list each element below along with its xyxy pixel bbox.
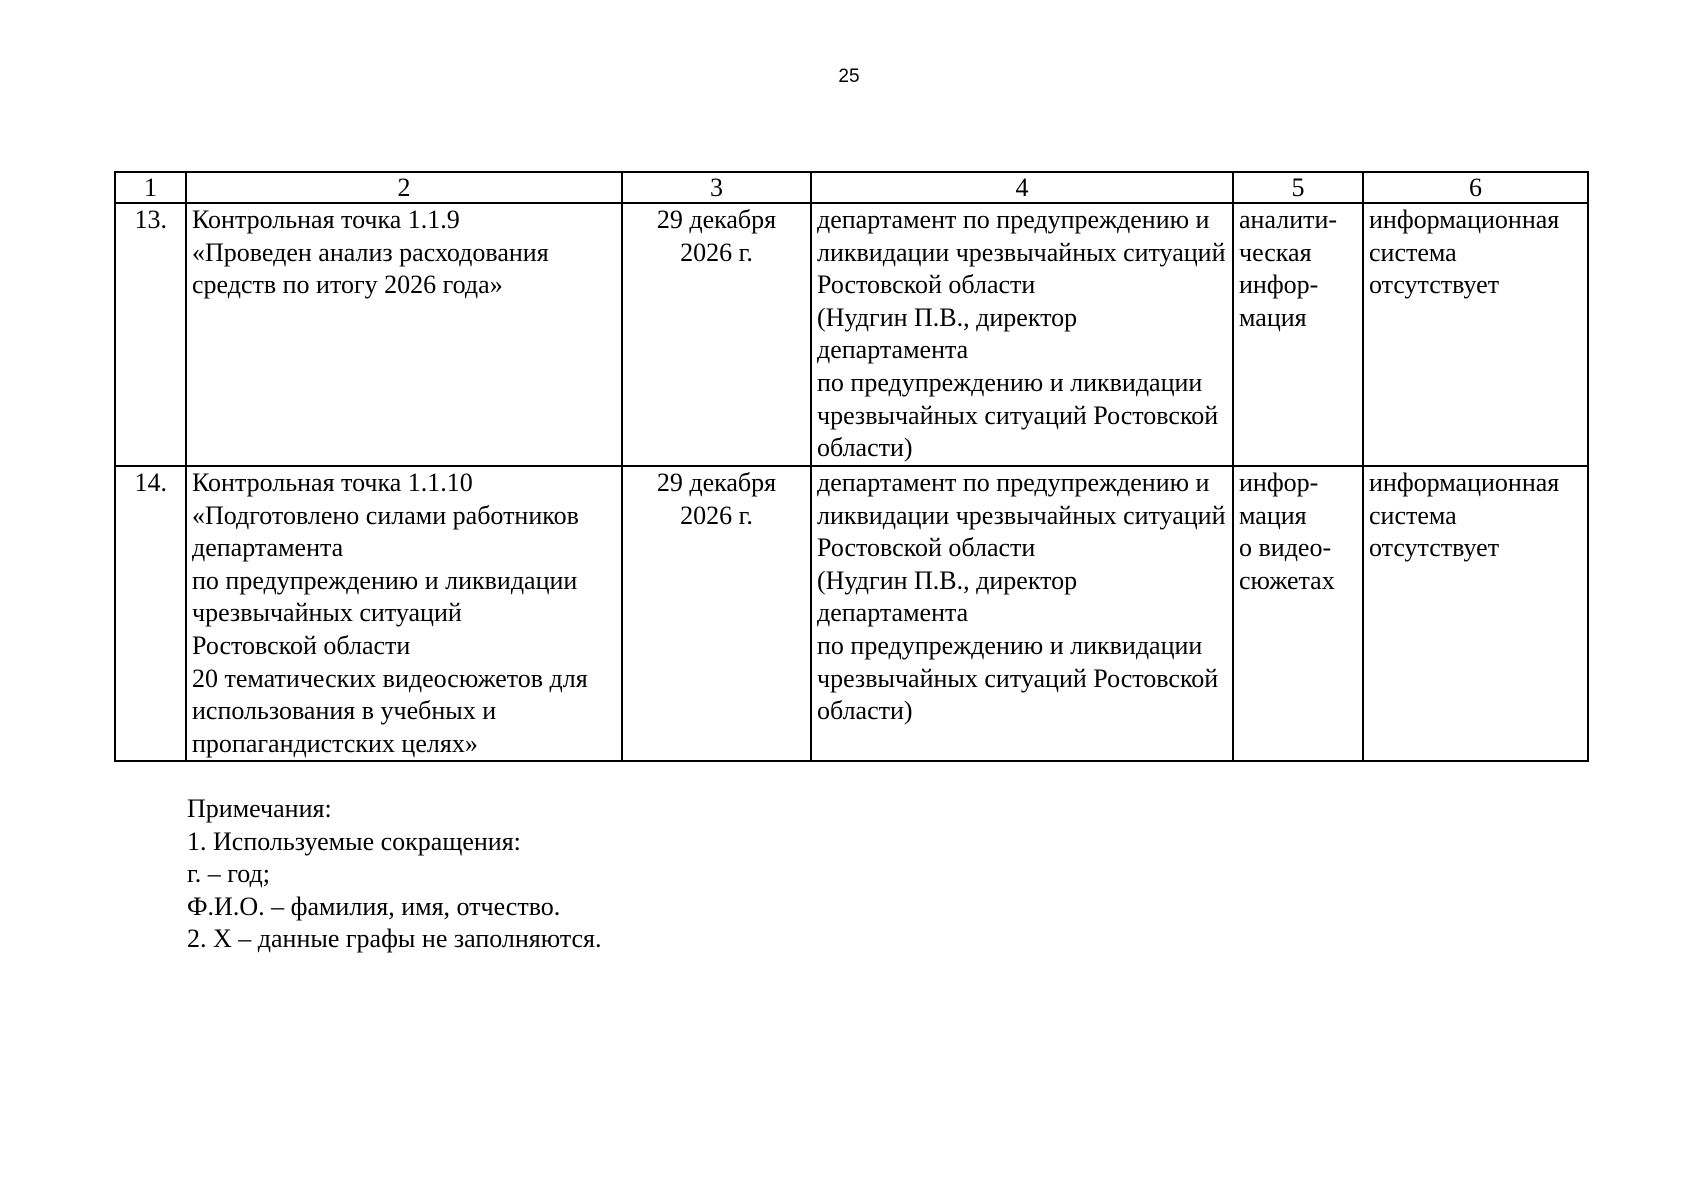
responsible-cell: департамент по предупреждению и ликвидации чрезвычайных ситуаций Ростовской области (Нудгин П.В., директор департамента по предупреждению и ликвидации чрезвычайных ситуаций Ростовской области)	[811, 203, 1233, 466]
table-row	[115, 203, 1588, 466]
info-system-cell: информационная система отсутствует	[1363, 466, 1588, 761]
notes-title: Примечания:	[187, 794, 332, 823]
note-line: 1. Используемые сокращения:	[187, 826, 521, 856]
column-number-5: 5	[1233, 172, 1363, 203]
control-points-table	[114, 171, 1589, 762]
date-cell: 29 декабря 2026 г.	[622, 466, 811, 761]
note-line: 2. Х – данные графы не заполняются.	[187, 924, 602, 954]
column-number-4: 4	[811, 172, 1233, 203]
table-row	[115, 466, 1588, 761]
note-line: Ф.И.О. – фамилия, имя, отчество.	[187, 891, 561, 921]
responsible-cell: департамент по предупреждению и ликвидации чрезвычайных ситуаций Ростовской области (Нудгин П.В., директор департамента по предупреждению и ликвидации чрезвычайных ситуаций Ростовской области)	[811, 466, 1233, 761]
event-cell: Контрольная точка 1.1.9 «Проведен анализ расходования средств по итогу 2026 года»	[186, 203, 622, 466]
date-cell: 29 декабря 2026 г.	[622, 203, 811, 466]
column-number-6: 6	[1363, 172, 1588, 203]
column-number-1: 1	[115, 172, 186, 203]
row-number: 14.	[115, 466, 186, 761]
table-header-row	[115, 172, 1588, 203]
column-number-3: 3	[622, 172, 811, 203]
document-type-cell: аналити- ческая инфор- мация	[1233, 203, 1363, 466]
column-number-2: 2	[186, 172, 622, 203]
row-number: 13.	[115, 203, 186, 466]
note-line: г. – год;	[187, 859, 270, 889]
page-number: 25	[838, 66, 860, 87]
document-type-cell: инфор- мация о видео- сюжетах	[1233, 466, 1363, 761]
event-cell: Контрольная точка 1.1.10 «Подготовлено силами работников департамента по предупреждению и ликвидации чрезвычайных ситуаций Ростовской области 20 тематических видеосюжетов для использования в учебных и пропагандистских целях»	[186, 466, 622, 761]
info-system-cell: информационная система отсутствует	[1363, 203, 1588, 466]
notes-section	[187, 793, 602, 956]
